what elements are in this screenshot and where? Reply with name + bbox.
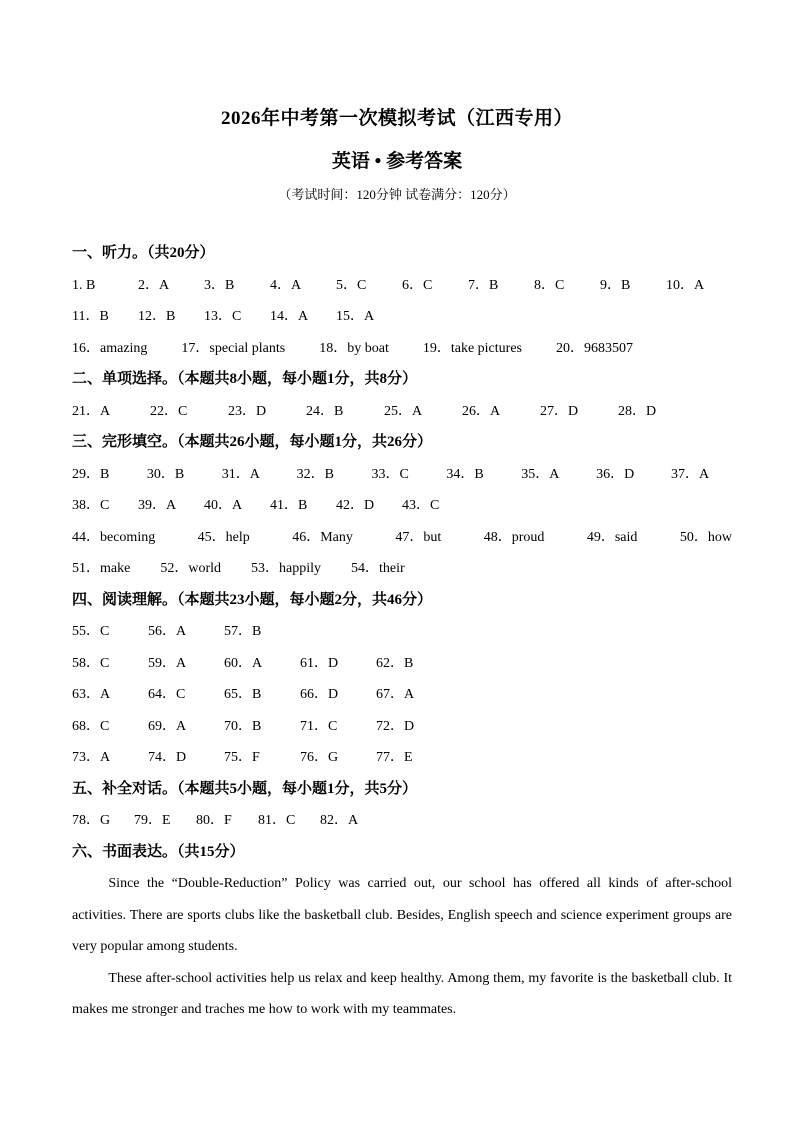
answer-row [72,396,732,428]
answer-row [72,459,732,491]
answer-item: 17．special plants [181,340,286,356]
answer-item: 38．C [72,498,110,513]
answer-item: 34．B [446,466,484,482]
answer-item: 73．A [72,750,111,765]
answer-item: 46．Many [292,529,353,545]
answer-item: 7．B [468,277,499,293]
section-heading-single-choice: 二、单项选择。（本题共8小题，每小题1分，共8分） [72,371,418,387]
answer-item: 67．A [376,687,415,702]
answer-item: 35．A [521,466,560,482]
answer-item: 22．C [150,403,188,419]
answer-item: 24．B [306,403,344,419]
section-heading-dialogue: 五、补全对话。（本题共5小题，每小题1分，共5分） [72,780,418,797]
answer-item: 1. B [72,277,96,293]
answer-item: 49．said [586,529,638,545]
answer-item: 61．D [300,655,339,671]
answer-item: 33．C [371,466,409,482]
answer-row [72,616,732,648]
answer-item: 36．D [596,466,635,482]
answer-item: 68．C [72,718,110,734]
answer-item: 58．C [72,655,110,671]
answer-item: 54．their [351,561,405,576]
answer-item: 30．B [146,466,185,482]
answer-item: 60．A [224,655,263,671]
answer-item: 19．take pictures [422,340,522,356]
answer-item: 45．help [197,529,250,545]
essay-paragraph: These after-school activities help us relax and keep healthy. Among them, my favorite is the basketball club. It makes me stronger and traches me how to work with my teammates. [72,970,732,1017]
answer-item: 81．C [258,813,296,828]
answer-item: 11．B [72,309,109,324]
answer-item: 56．A [148,624,187,639]
answer-item: 66．D [300,687,339,702]
answer-row [72,490,732,522]
answer-item: 2．A [138,277,170,293]
answer-row [72,711,732,743]
answer-item: 43．C [402,498,440,513]
answer-item: 71．C [300,718,338,734]
answer-row [72,522,732,554]
answer-item: 21．A [72,403,111,419]
answer-item: 52．world [160,561,221,576]
answer-item: 5．C [336,277,367,293]
answer-item: 23．D [228,403,267,419]
answer-item: 41．B [270,498,308,513]
exam-note: （考试时间：120分钟 试卷满分：120分） [278,187,516,202]
answer-row [72,679,732,711]
sample-essay [72,868,732,1026]
page-title: 2026年中考第一次模拟考试（江西专用） [220,108,573,129]
answer-item: 40．A [204,498,243,513]
answer-item: 63．A [72,687,111,702]
answer-item: 62．B [376,655,414,671]
answer-row [72,742,732,774]
answer-item: 47．but [395,529,442,545]
answer-item: 15．A [336,309,375,324]
answer-row [72,648,732,680]
answer-item: 4．A [270,277,302,293]
section-heading-cloze: 三、完形填空。（本题共26小题，每小题1分，共26分） [72,434,433,450]
answer-item: 8．C [534,277,565,293]
answer-item: 50．how [679,529,732,545]
answer-row [72,270,732,302]
answer-item: 75．F [224,750,260,765]
answer-item: 18．by boat [319,340,389,356]
answer-item: 82．A [320,813,359,828]
answer-item: 12．B [138,309,176,324]
page-subtitle: 英语 • 参考答案 [331,151,463,172]
answer-item: 55．C [72,624,110,639]
answer-item: 51．make [72,561,131,576]
answer-row [72,333,732,365]
answer-item: 72．D [376,718,415,734]
answer-item: 48．proud [483,529,545,545]
answer-row [72,805,732,837]
section-heading-reading: 四、阅读理解。（本题共23小题，每小题2分，共46分） [72,591,433,608]
answer-item: 37．A [671,466,710,482]
answer-item: 59．A [148,655,187,671]
answer-item: 25．A [384,403,423,419]
answer-item: 9．B [600,277,631,293]
answer-item: 70．B [224,718,262,734]
answer-item: 42．D [336,498,375,513]
answer-row [72,301,732,333]
answer-row [72,553,732,585]
answer-item: 39．A [138,498,177,513]
answer-item: 44．becoming [72,529,156,545]
answer-item: 3．B [204,277,235,293]
answer-item: 57．B [224,624,262,639]
answer-item: 65．B [224,687,262,702]
answer-item: 16．amazing [72,340,148,356]
answer-item: 29．B [72,466,110,482]
answer-item: 53．happily [251,561,321,576]
answer-item: 79．E [134,813,171,828]
answer-item: 78．G [72,813,111,828]
answer-item: 13．C [204,309,242,324]
answer-item: 64．C [148,687,186,702]
answer-item: 20．9683507 [555,340,633,356]
answer-item: 26．A [462,403,501,419]
answer-item: 77．E [376,750,413,765]
answer-item: 31．A [221,466,260,482]
answer-item: 6．C [402,277,433,293]
answer-item: 27．D [540,403,579,419]
essay-paragraph: Since the “Double-Reduction” Policy was carried out, our school has offered all kinds of after-school activities. There are sports clubs like the basketball club. Besides, English speech and science experiment groups are very popular among students. [72,876,732,954]
answer-item: 74．D [148,750,187,765]
answer-item: 28．D [618,403,657,419]
answer-item: 76．G [300,750,339,765]
answer-item: 80．F [196,813,232,828]
section-heading-writing: 六、书面表达。（共15分） [72,843,245,860]
section-heading-listening: 一、听力。（共20分） [72,245,215,261]
answer-item: 32．B [296,466,334,482]
answer-item: 14．A [270,309,309,324]
answer-item: 69．A [148,718,187,734]
answer-item: 10．A [666,277,705,293]
answer-key [72,238,732,1026]
